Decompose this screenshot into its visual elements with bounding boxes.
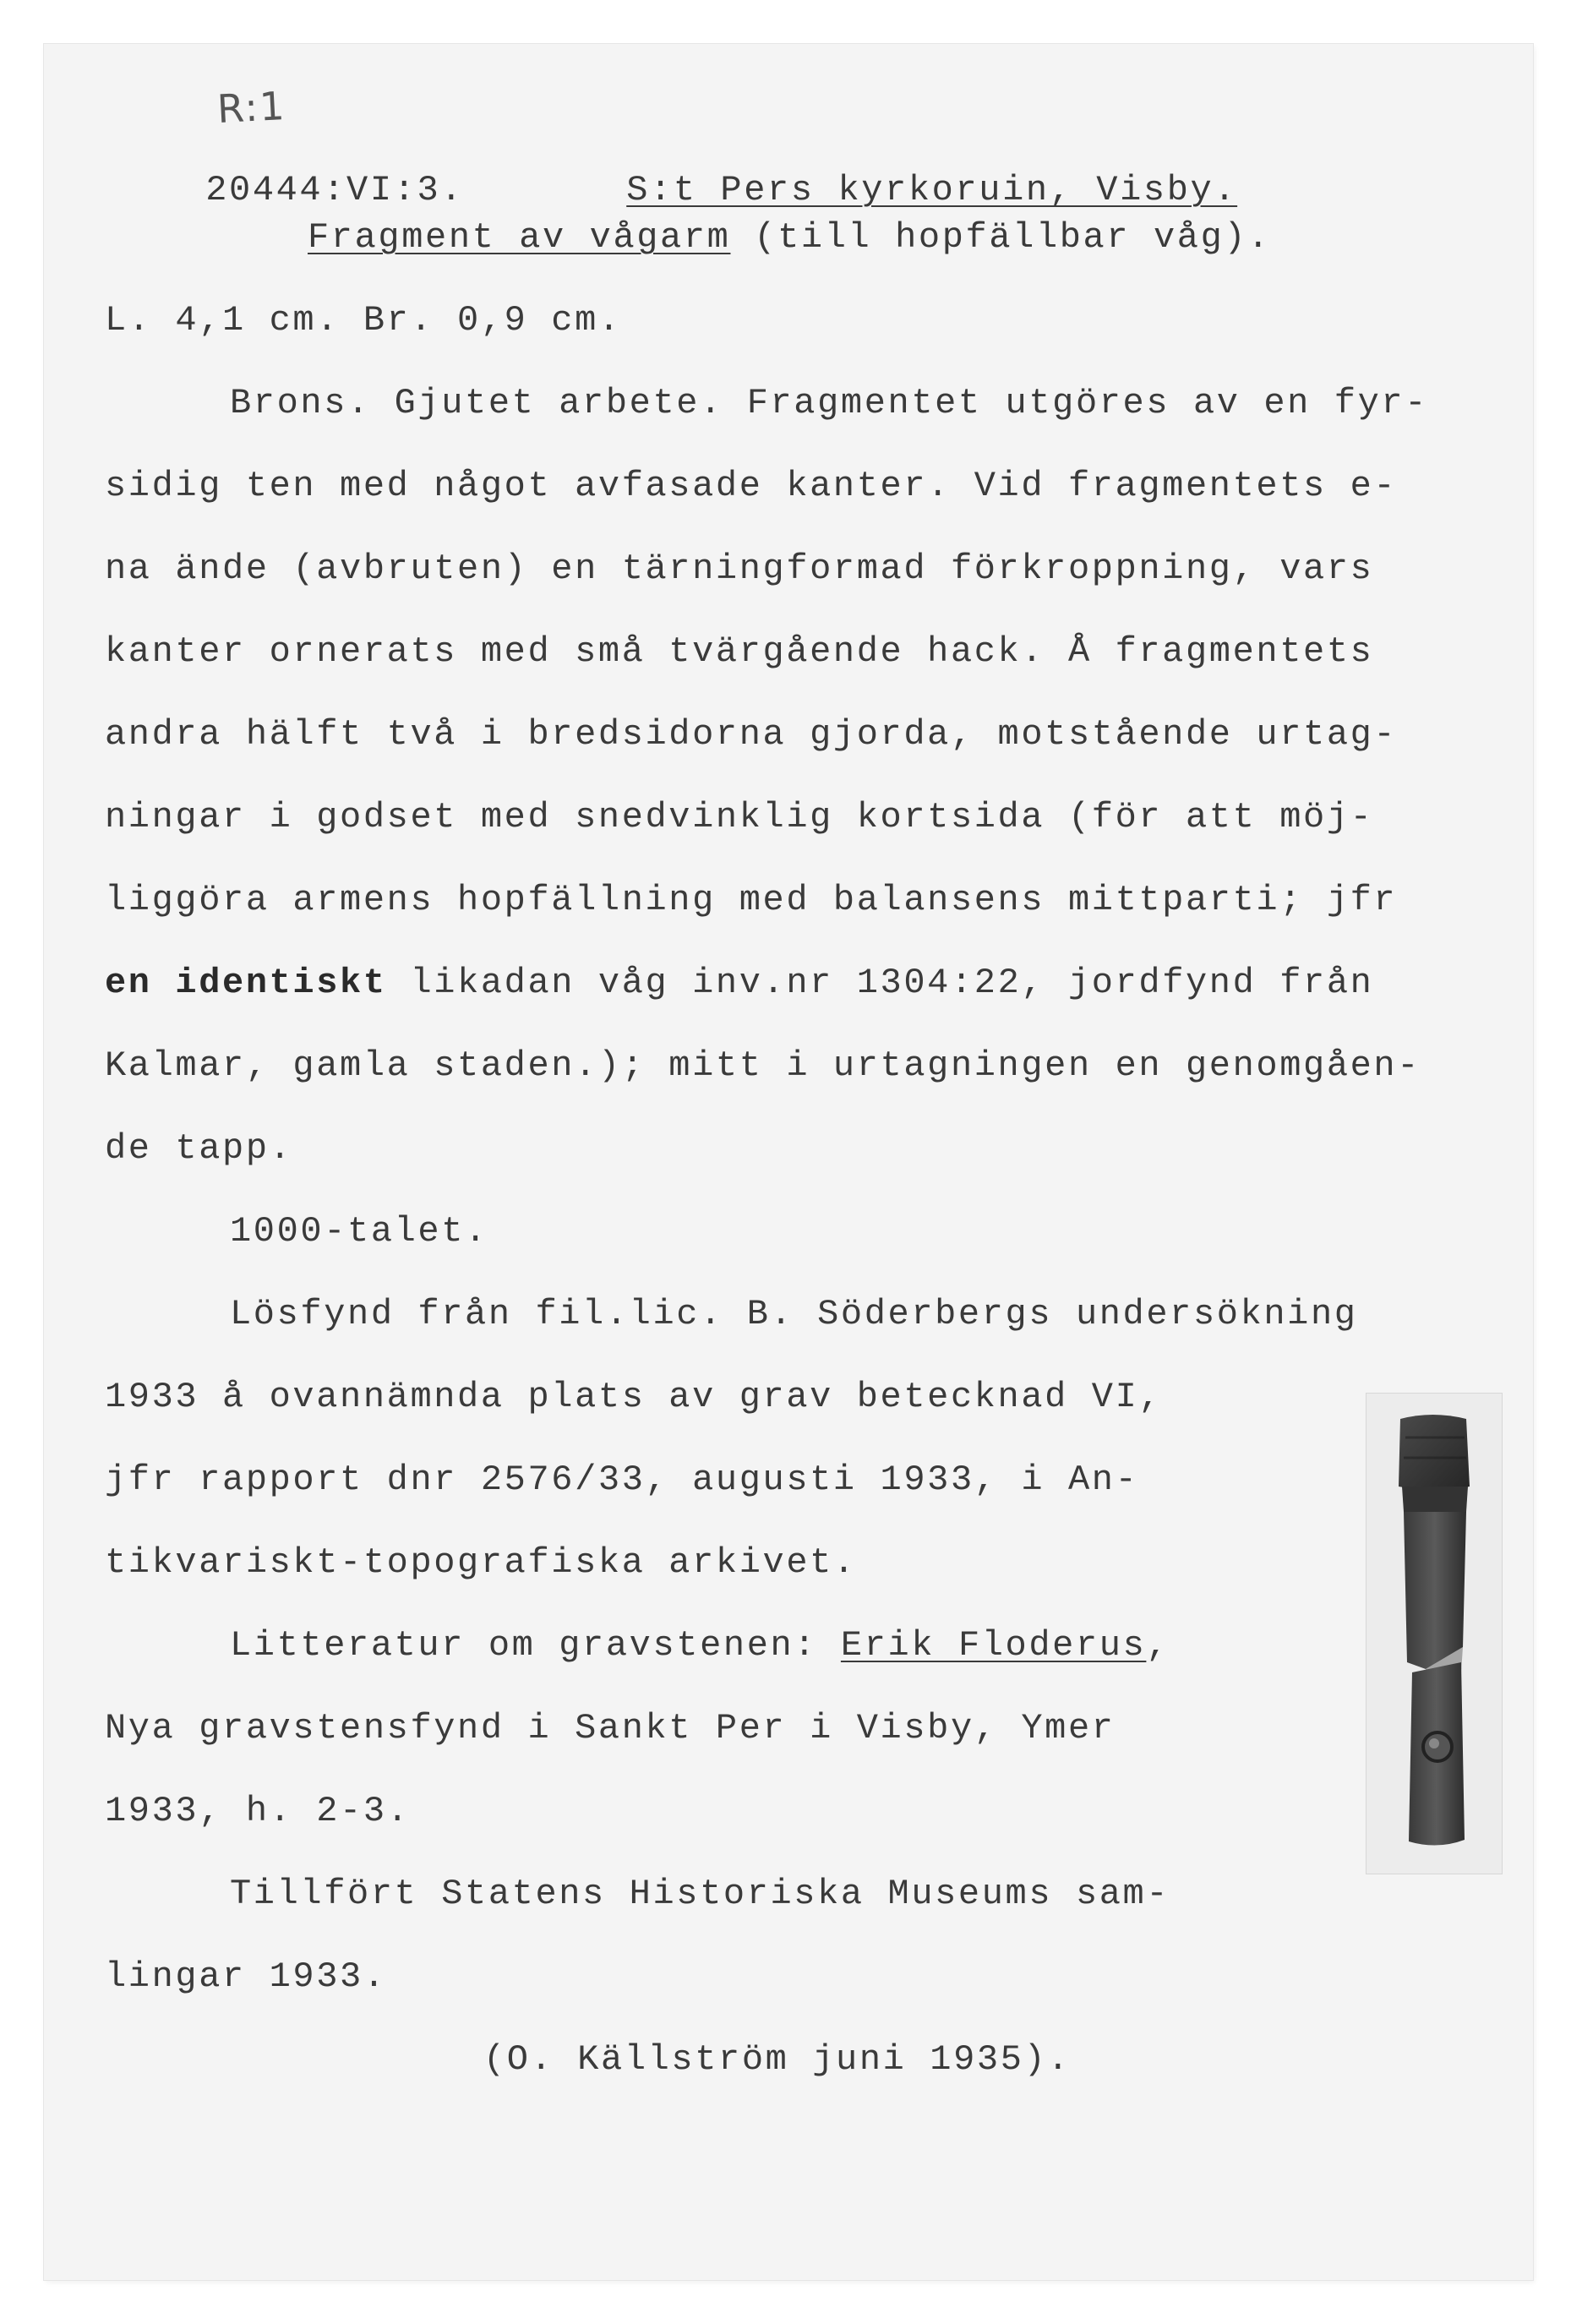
literature-line-1	[230, 1625, 1170, 1666]
body-line-2: sidig ten med något avfasade kanter. Vid fragmentets e-	[105, 466, 1398, 506]
find-line-2: 1933 å ovannämnda plats av grav betecknad VI,	[105, 1377, 1163, 1417]
literature-author: Erik Floderus	[840, 1625, 1147, 1666]
body-line-1: Brons. Gjutet arbete. Fragmentet utgöres av en fyr-	[230, 383, 1429, 423]
signature: (O. Källström juni 1935).	[483, 2039, 1072, 2080]
body-line-3: na ände (avbruten) en tärningformad förkroppning, vars	[105, 548, 1374, 589]
bronze-fragment-image	[1367, 1394, 1502, 1874]
body-line-4: kanter ornerats med små tvärgående hack. Å fragmentets	[105, 631, 1374, 672]
body-line-8	[105, 965, 1373, 1001]
catalog-number: 20444:VI:3.	[205, 170, 465, 210]
literature-line-2: Nya gravstensfynd i Sankt Per i Visby, Ymer	[105, 1708, 1116, 1748]
site-name: S:t Pers kyrkoruin, Visby.	[626, 170, 1238, 210]
handwritten-mark: R:1	[215, 82, 287, 133]
object-title-underlined: Fragment av vågarm	[308, 217, 731, 258]
bold-phrase: en identiskt	[105, 963, 387, 1003]
body-line-7: liggöra armens hopfällning med balansens mittparti; jfr	[105, 880, 1398, 920]
body-line-5: andra hälft två i bredsidorna gjorda, motstående urtag-	[105, 714, 1398, 755]
body-line-9: Kalmar, gamla staden.); mitt i urtagningen en genomgåen-	[105, 1045, 1421, 1086]
literature-prefix: Litteratur om gravstenen:	[230, 1625, 841, 1666]
object-title-rest: (till hopfällbar våg).	[730, 217, 1271, 258]
accession-line-2: lingar 1933.	[105, 1956, 387, 1997]
body-line-8-rest: likadan våg inv.nr 1304:22, jordfynd från	[386, 963, 1374, 1003]
dimensions: L. 4,1 cm. Br. 0,9 cm.	[105, 300, 622, 341]
accession-line-1: Tillfört Statens Historiska Museums sam-	[230, 1874, 1170, 1914]
dating: 1000-talet.	[230, 1211, 488, 1252]
catalog-card	[44, 44, 1533, 2280]
find-line-1: Lösfynd från fil.lic. B. Söderbergs undersökning	[230, 1294, 1358, 1334]
artifact-photo	[1366, 1393, 1503, 1874]
literature-line-3: 1933, h. 2-3.	[105, 1791, 411, 1831]
body-line-10: de tapp.	[105, 1128, 293, 1169]
object-title	[308, 217, 1271, 258]
find-line-3: jfr rapport dnr 2576/33, augusti 1933, i An-	[105, 1459, 1139, 1500]
body-line-6: ningar i godset med snedvinklig kortsida (för att möj-	[105, 797, 1374, 837]
find-line-4: tikvariskt-topografiska arkivet.	[105, 1542, 857, 1583]
literature-comma: ,	[1146, 1625, 1170, 1666]
